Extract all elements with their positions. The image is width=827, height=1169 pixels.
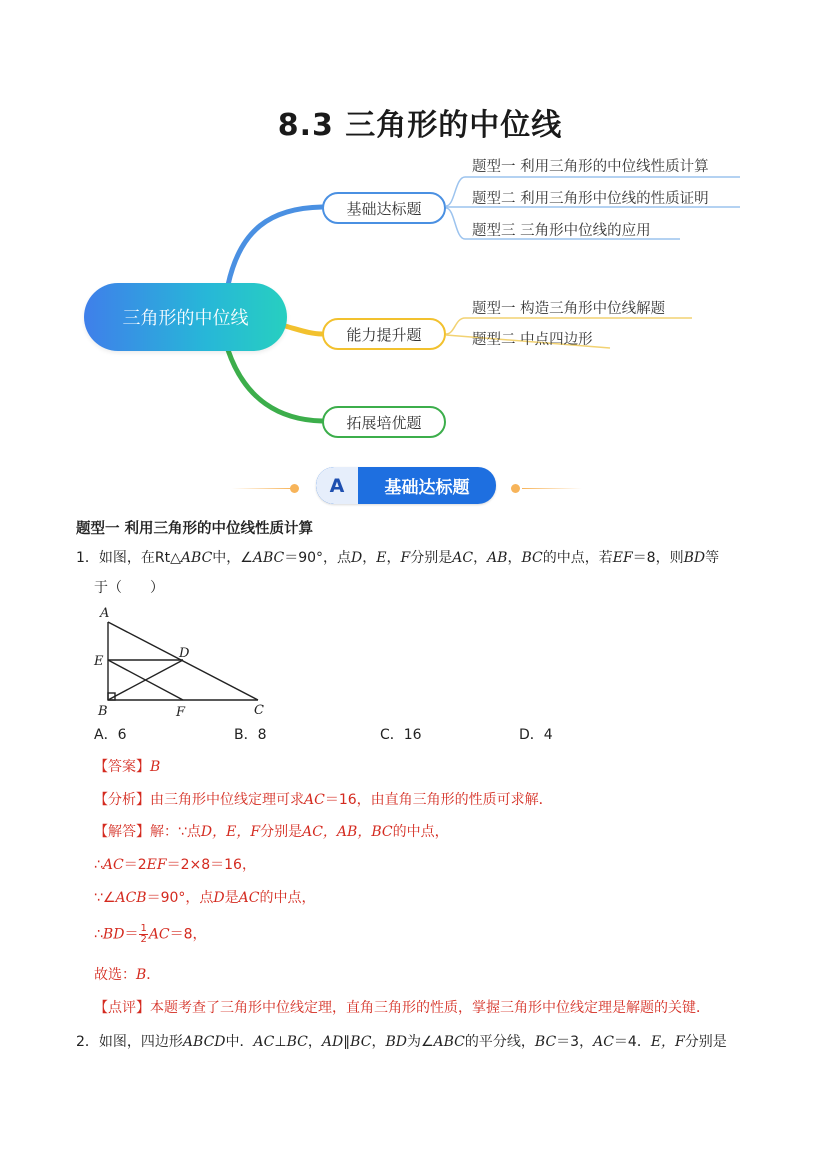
mindmap-branch-extension: 拓展培优题 [322,406,446,438]
q-text: ＝8，则 [632,550,684,566]
solution-text: ∴ [94,857,103,873]
q-var: F [400,550,411,566]
figure-label-f: F [176,705,186,720]
solution-line-2 [94,855,256,875]
q-var: BC [286,1034,308,1050]
q-text: ， [362,550,377,566]
option-a: A．6 [94,727,127,743]
figure-label-b: B [98,704,108,719]
solution-text: 解：∵点 [150,824,201,840]
section-badge [316,467,496,504]
solution-var: AC [102,857,124,873]
q-text: 如图，在 [98,550,155,566]
mindmap-branch-advanced: 能力提升题 [322,318,446,350]
mindmap-leaf: 题型二 利用三角形中位线的性质证明 [472,191,709,207]
analysis-line [94,790,553,810]
question-1-blank: 于（ ） [94,580,164,596]
q-var: BC [534,1034,557,1050]
solution-var: D，E，F [200,824,261,840]
answer-line [94,757,160,777]
solution-text: 的中点， [392,824,449,840]
solution-text: ∵∠ [94,890,116,906]
answer-value: B [150,759,161,775]
analysis-tag: 【分析】 [94,792,150,808]
solution-text: ＝2 [123,857,147,873]
badge-dot-left [290,484,299,493]
answer-tag: 【答案】 [94,759,150,775]
q-text: 如图，四边形 [98,1034,183,1050]
solution-text: 分别是 [260,824,303,840]
q-text: ， [507,550,522,566]
solution-line-1 [94,822,449,842]
question-number: 1． [76,550,99,566]
q-var: AC [253,1034,275,1050]
solution-text: 故选： [94,967,136,983]
solution-var: AC [238,890,260,906]
solution-var: BD [102,926,125,943]
solution-text: ＝ [124,926,139,943]
solution-text: ＝90°，点 [146,890,214,906]
section-badge-letter: A [316,467,358,504]
comment-line [94,998,710,1018]
solution-var: AC，AB，BC [302,824,393,840]
q-var: BD [683,550,706,566]
page-title: 8.3 三角形的中位线 [277,108,563,143]
q-var: E [376,550,387,566]
q-var: ABC [252,550,285,566]
solution-text: 是 [224,890,239,906]
q-text: 中． [225,1034,254,1050]
option-c: C．16 [380,727,422,743]
q-var: E，F [650,1034,685,1050]
q-text: 的中点，若 [542,550,613,566]
mindmap-leaf: 题型一 利用三角形的中位线性质计算 [472,159,709,175]
q-var: AD [321,1034,344,1050]
q-var: ABC [433,1034,465,1050]
q-text: 为∠ [406,1034,434,1050]
solution-text: ∴ [94,926,103,943]
badge-divider-left [232,488,292,489]
q-text: ＝3， [556,1034,594,1050]
comment-text: 本题考查了三角形中位线定理，直角三角形的性质，掌握三角形中位线定理是解题的关键． [150,1000,710,1016]
q-text: ， [371,1034,386,1050]
q-text: ， [307,1034,322,1050]
q-text: 分别是 [684,1034,727,1050]
q-var: AC [452,550,474,566]
solution-text: ＝2×8＝16， [166,857,256,873]
analysis-var: AC [304,792,325,808]
mindmap-leaf: 题型二 中点四边形 [472,332,593,348]
question-1-stem [76,548,719,568]
fraction-half [139,924,147,945]
solution-line-4 [94,924,207,945]
q-text: ， [473,550,488,566]
q-text: Rt△ [154,550,181,566]
q-var: D [351,550,363,566]
solution-text: ＝8， [169,926,207,943]
solution-var: D [213,890,225,906]
q-var: BC [350,1034,372,1050]
q-var: BD [385,1034,407,1050]
q-var: AC [593,1034,614,1050]
section-badge-label: 基础达标题 [384,478,470,498]
q-var: EF [612,550,633,566]
mindmap-branch-basic: 基础达标题 [322,192,446,224]
option-d: D．4 [519,727,553,743]
q-text: 分别是 [410,550,453,566]
choose-line [94,965,160,985]
triangle-figure [90,602,280,722]
solution-var: ACB [115,890,147,906]
figure-label-e: E [94,654,104,669]
q-text: 中，∠ [212,550,253,566]
fraction-numerator: 1 [140,923,147,934]
analysis-text: ＝16，由直角三角形的性质可求解． [324,792,553,808]
fraction-denominator: 2 [140,934,147,945]
mindmap-root: 三角形的中位线 [84,283,287,351]
option-b: B．8 [234,727,267,743]
solution-tag: 【解答】 [94,824,150,840]
solution-text: 的中点， [259,890,316,906]
solution-line-3 [94,888,315,908]
section-heading: 题型一 利用三角形的中位线性质计算 [76,521,314,537]
q-text: ， [386,550,401,566]
q-text: 等 [705,550,720,566]
q-var: AB [487,550,508,566]
q-text: ∥ [343,1034,351,1050]
q-var: ABCD [182,1034,226,1050]
figure-label-c: C [254,703,264,718]
question-2-stem [76,1032,727,1052]
solution-text: ． [146,967,161,983]
q-var: ABC [180,550,213,566]
q-text: ＝90°，点 [284,550,352,566]
q-var: BC [521,550,543,566]
q-text: 的平分线， [464,1034,535,1050]
mindmap-leaf: 题型一 构造三角形中位线解题 [472,301,666,317]
analysis-text: 由三角形中位线定理可求 [150,792,304,808]
badge-dot-right [511,484,520,493]
solution-var: AC [148,926,170,943]
figure-label-a: A [100,606,110,621]
q-text: ＝4． [613,1034,651,1050]
question-number: 2． [76,1034,99,1050]
figure-label-d: D [179,646,190,661]
mindmap-leaf: 题型三 三角形中位线的应用 [472,223,651,239]
solution-var: EF [146,857,167,873]
badge-divider-right [522,488,582,489]
solution-var: B [136,967,147,983]
q-text: ⊥ [274,1034,287,1050]
mindmap-connectors [0,0,827,470]
comment-tag: 【点评】 [94,1000,150,1016]
